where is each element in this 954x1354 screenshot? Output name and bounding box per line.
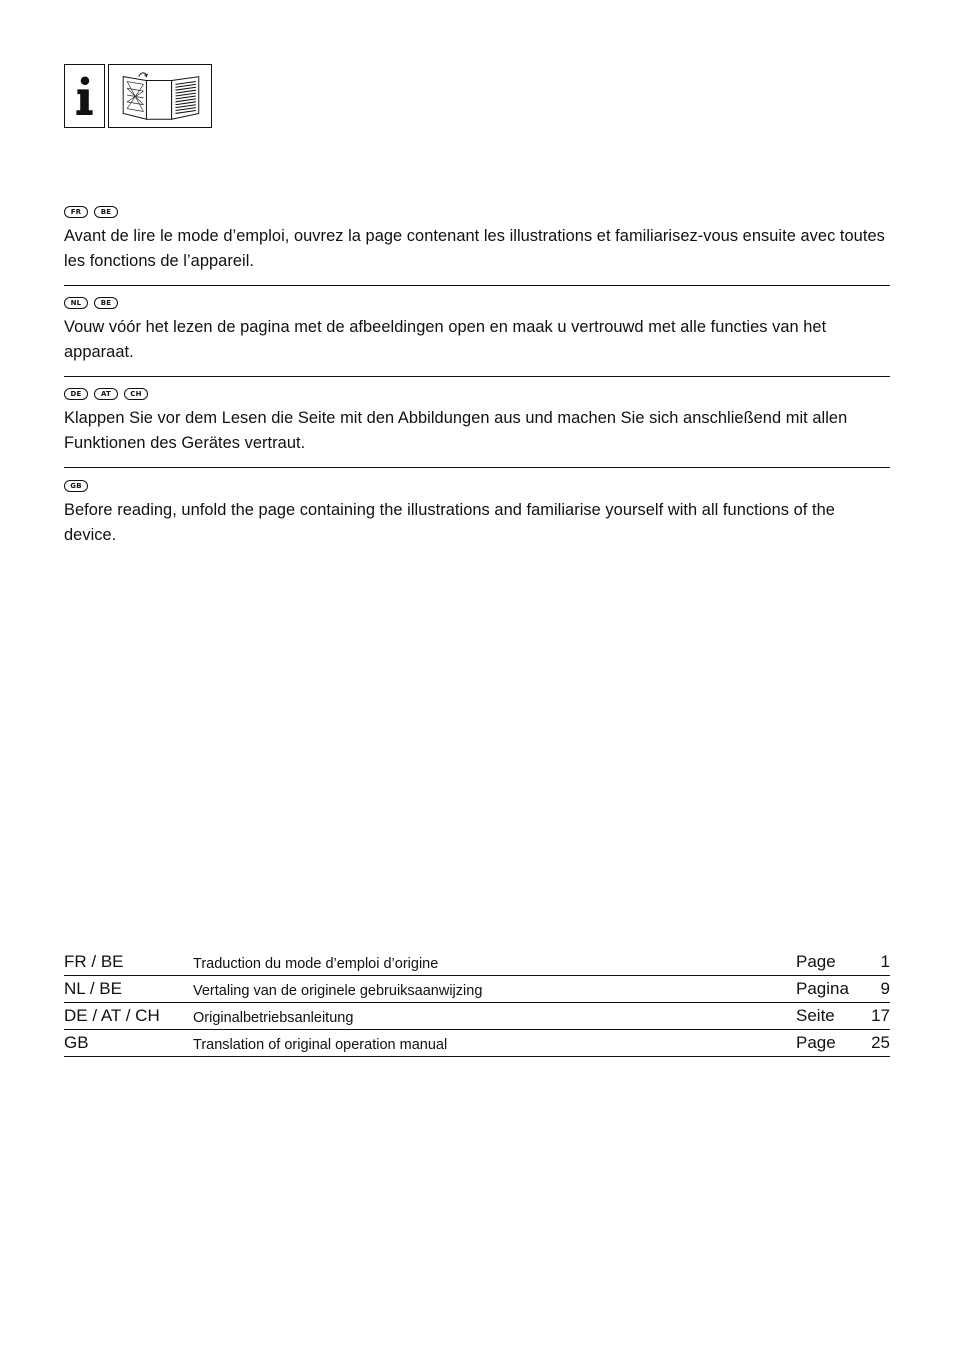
toc-page-number: 25 — [871, 1033, 890, 1052]
toc-row[interactable] — [64, 1030, 890, 1057]
section-text: Avant de lire le mode d’emploi, ouvrez la page contenant les illustrations et familiarisez-vous ensuite avec toutes les fonctions de l’appareil. — [64, 227, 885, 270]
toc-language: NL / BE — [64, 979, 122, 998]
toc-title: Translation of original operation manual — [193, 1037, 448, 1053]
toc-row[interactable] — [64, 950, 890, 976]
language-badges — [64, 206, 890, 220]
toc-language: FR / BE — [64, 952, 124, 971]
toc-row[interactable] — [64, 1003, 890, 1030]
section-fr-be — [64, 206, 890, 286]
badge-nl: NL — [64, 297, 88, 309]
info-icon — [64, 64, 105, 128]
badge-ch: CH — [124, 388, 148, 400]
language-badges — [64, 388, 890, 402]
toc-title: Vertaling van de originele gebruiksaanwijzing — [193, 983, 483, 999]
language-badges — [64, 480, 890, 494]
language-badges — [64, 297, 890, 311]
badge-be: BE — [94, 297, 118, 309]
table-of-contents — [64, 950, 890, 1057]
toc-page-number: 1 — [880, 952, 890, 971]
unfold-page-icon — [108, 64, 212, 128]
badge-at: AT — [94, 388, 118, 400]
toc-page-label: Page — [796, 1033, 836, 1052]
section-text: Vouw vóór het lezen de pagina met de afbeeldingen open en maak u vertrouwd met alle functies van het apparaat. — [64, 318, 827, 361]
badge-fr: FR — [64, 206, 88, 218]
toc-title: Originalbetriebsanleitung — [193, 1010, 354, 1026]
toc-row[interactable] — [64, 976, 890, 1003]
toc-page-number: 9 — [880, 979, 890, 998]
section-text: Before reading, unfold the page containing the illustrations and familiarise yourself with all functions of the device. — [64, 501, 835, 544]
badge-gb: GB — [64, 480, 88, 492]
badge-de: DE — [64, 388, 88, 400]
toc-page-label: Page — [796, 952, 836, 971]
section-de-at-ch — [64, 388, 890, 468]
toc-language: GB — [64, 1033, 89, 1052]
toc-page-number: 17 — [871, 1006, 890, 1025]
toc-title: Traduction du mode d’emploi d’origine — [193, 956, 439, 972]
section-nl-be — [64, 297, 890, 377]
toc-page-label: Seite — [796, 1006, 835, 1025]
section-text: Klappen Sie vor dem Lesen die Seite mit den Abbildungen aus und machen Sie sich anschließend mit allen Funktionen des Gerätes vertraut. — [64, 409, 848, 452]
toc-language: DE / AT / CH — [64, 1006, 160, 1025]
toc-page-label: Pagina — [796, 979, 849, 998]
section-gb — [64, 480, 890, 560]
badge-be: BE — [94, 206, 118, 218]
